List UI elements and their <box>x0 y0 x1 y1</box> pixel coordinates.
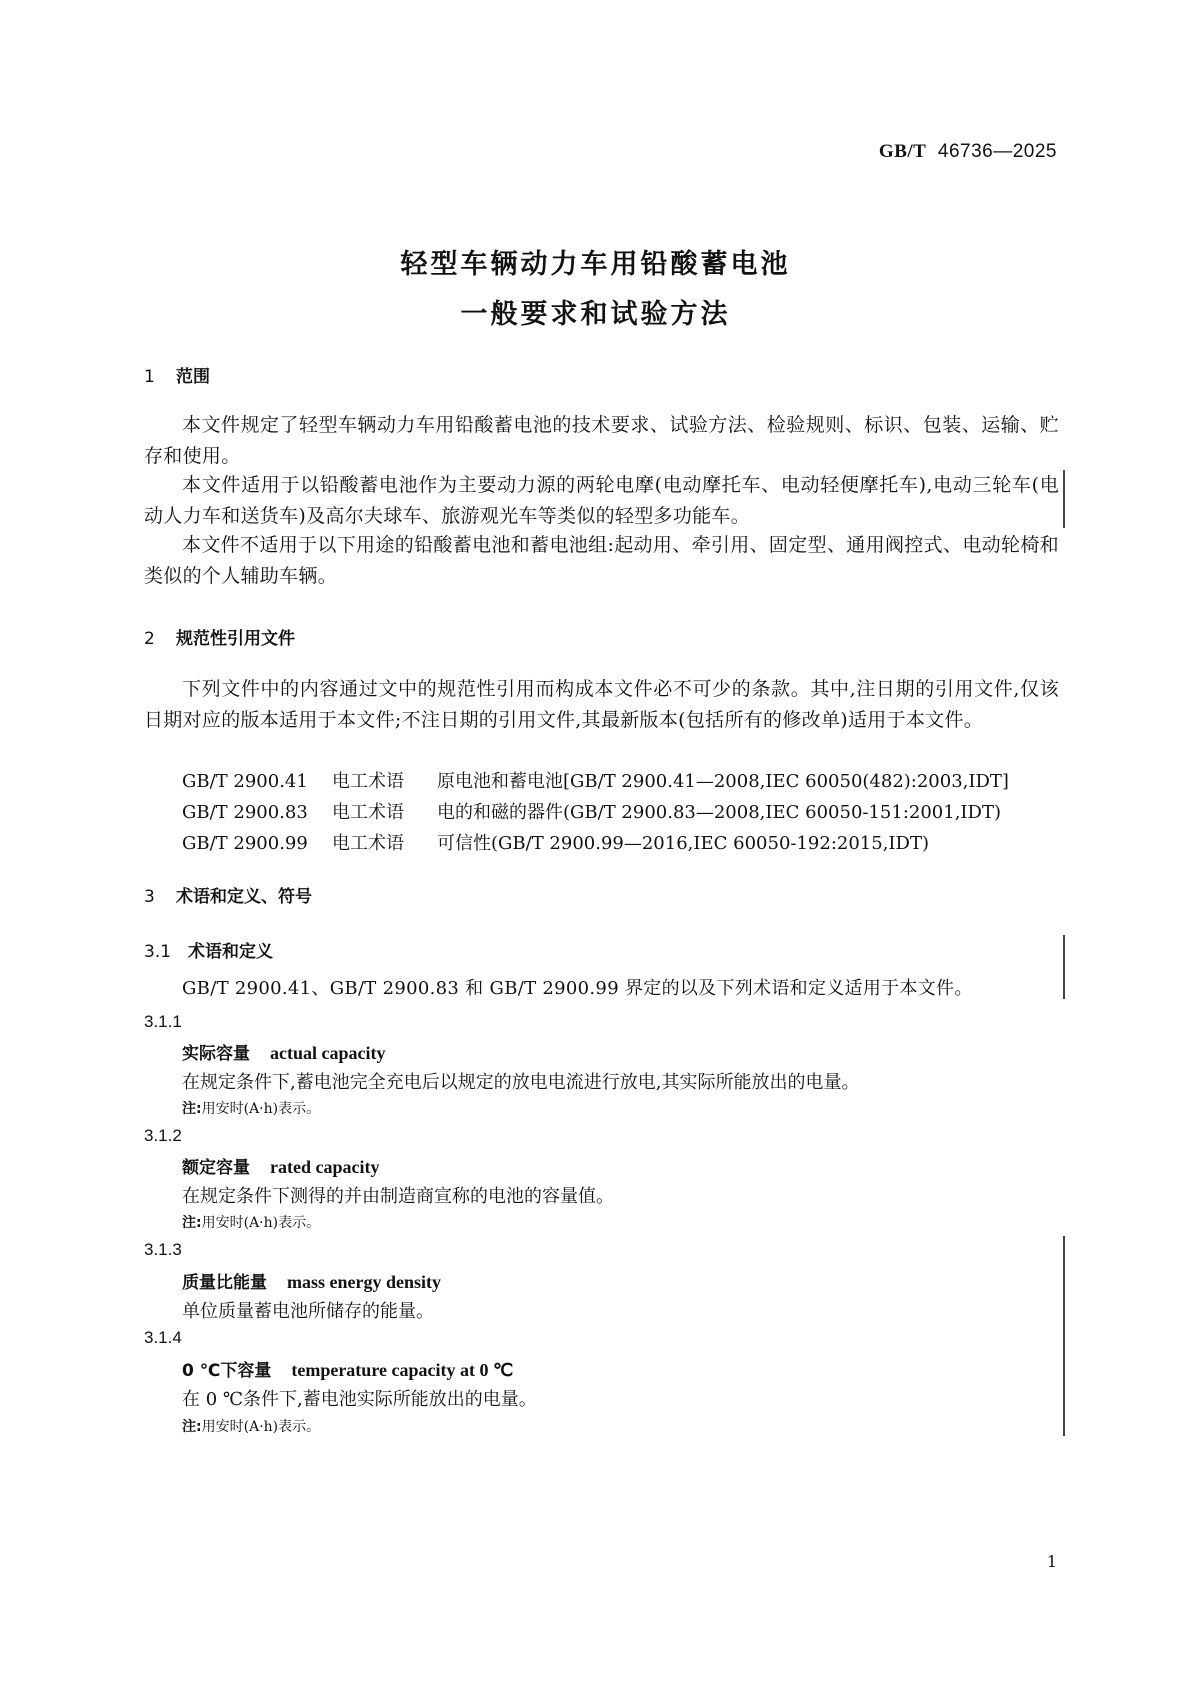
term-number: 3.1.2 <box>144 1126 182 1145</box>
term-number: 3.1.1 <box>144 1012 182 1031</box>
term-definition: 在规定条件下测得的并由制造商宣称的电池的容量值。 <box>182 1186 614 1207</box>
term-definition: 在 0 ℃条件下,蓄电池实际所能放出的电量。 <box>182 1389 537 1410</box>
section-1-paragraph-1: 本文件规定了轻型车辆动力车用铅酸蓄电池的技术要求、试验方法、检验规则、标识、包装、运输、贮存和使用。 <box>144 414 1059 467</box>
change-bar <box>1063 470 1065 528</box>
section-1-paragraph-3: 本文件不适用于以下用途的铅酸蓄电池和蓄电池组:起动用、牵引用、固定型、通用阀控式、电动轮椅和类似的个人辅助车辆。 <box>144 534 1059 587</box>
title-line-1: 轻型车辆动力车用铅酸蓄电池 <box>400 249 791 280</box>
term-definition: 单位质量蓄电池所储存的能量。 <box>182 1301 434 1322</box>
term-heading: 额定容量 rated capacity <box>182 1157 380 1178</box>
reference-item: GB/T 2900.83 电工术语 电的和磁的器件(GB/T 2900.83—2008,IEC 60050-151:2001,IDT) <box>182 802 1001 823</box>
term-number: 3.1.3 <box>144 1240 182 1259</box>
section-2-paragraph-1: 下列文件中的内容通过文中的规范性引用而构成本文件必不可少的条款。其中,注日期的引用文件,仅该日期对应的版本适用于本文件;不注日期的引用文件,其最新版本(包括所有的修改单)适用于本文件。 <box>144 678 1059 731</box>
change-bar <box>1063 1236 1065 1436</box>
standard-number <box>879 141 1057 163</box>
title-line-2: 一般要求和试验方法 <box>460 299 731 330</box>
section-3-1-heading: 3.1 术语和定义 <box>144 942 273 962</box>
section-3-heading: 3 术语和定义、符号 <box>144 887 312 907</box>
page-number: 1 <box>1046 1552 1057 1571</box>
standard-code: 46736—2025 <box>937 141 1057 162</box>
standard-prefix: GB/T <box>878 141 927 162</box>
document-title <box>0 240 1191 340</box>
term-note: 注:用安时(A·h)表示。 <box>182 1215 321 1231</box>
section-3-1-paragraph: GB/T 2900.41、GB/T 2900.83 和 GB/T 2900.99 界定的以及下列术语和定义适用于本文件。 <box>182 978 973 999</box>
section-2-heading: 2 规范性引用文件 <box>144 629 295 649</box>
term-heading: 0 ℃下容量 temperature capacity at 0 ℃ <box>182 1360 514 1381</box>
term-heading: 质量比能量 mass energy density <box>182 1272 441 1293</box>
section-1-heading: 1 范围 <box>144 367 210 387</box>
term-definition: 在规定条件下,蓄电池完全充电后以规定的放电电流进行放电,其实际所能放出的电量。 <box>182 1072 860 1093</box>
term-note: 注:用安时(A·h)表示。 <box>182 1101 321 1117</box>
term-note: 注:用安时(A·h)表示。 <box>182 1419 321 1435</box>
change-bar <box>1063 935 1065 999</box>
term-number: 3.1.4 <box>144 1328 182 1347</box>
term-heading: 实际容量 actual capacity <box>182 1043 386 1064</box>
section-1-paragraph-2: 本文件适用于以铅酸蓄电池作为主要动力源的两轮电摩(电动摩托车、电动轻便摩托车),电动三轮车(电动人力车和送货车)及高尔夫球车、旅游观光车等类似的轻型多功能车。 <box>144 474 1059 527</box>
reference-item: GB/T 2900.41 电工术语 原电池和蓄电池[GB/T 2900.41—2008,IEC 60050(482):2003,IDT] <box>182 771 1009 792</box>
reference-item: GB/T 2900.99 电工术语 可信性(GB/T 2900.99—2016,IEC 60050-192:2015,IDT) <box>182 833 929 854</box>
